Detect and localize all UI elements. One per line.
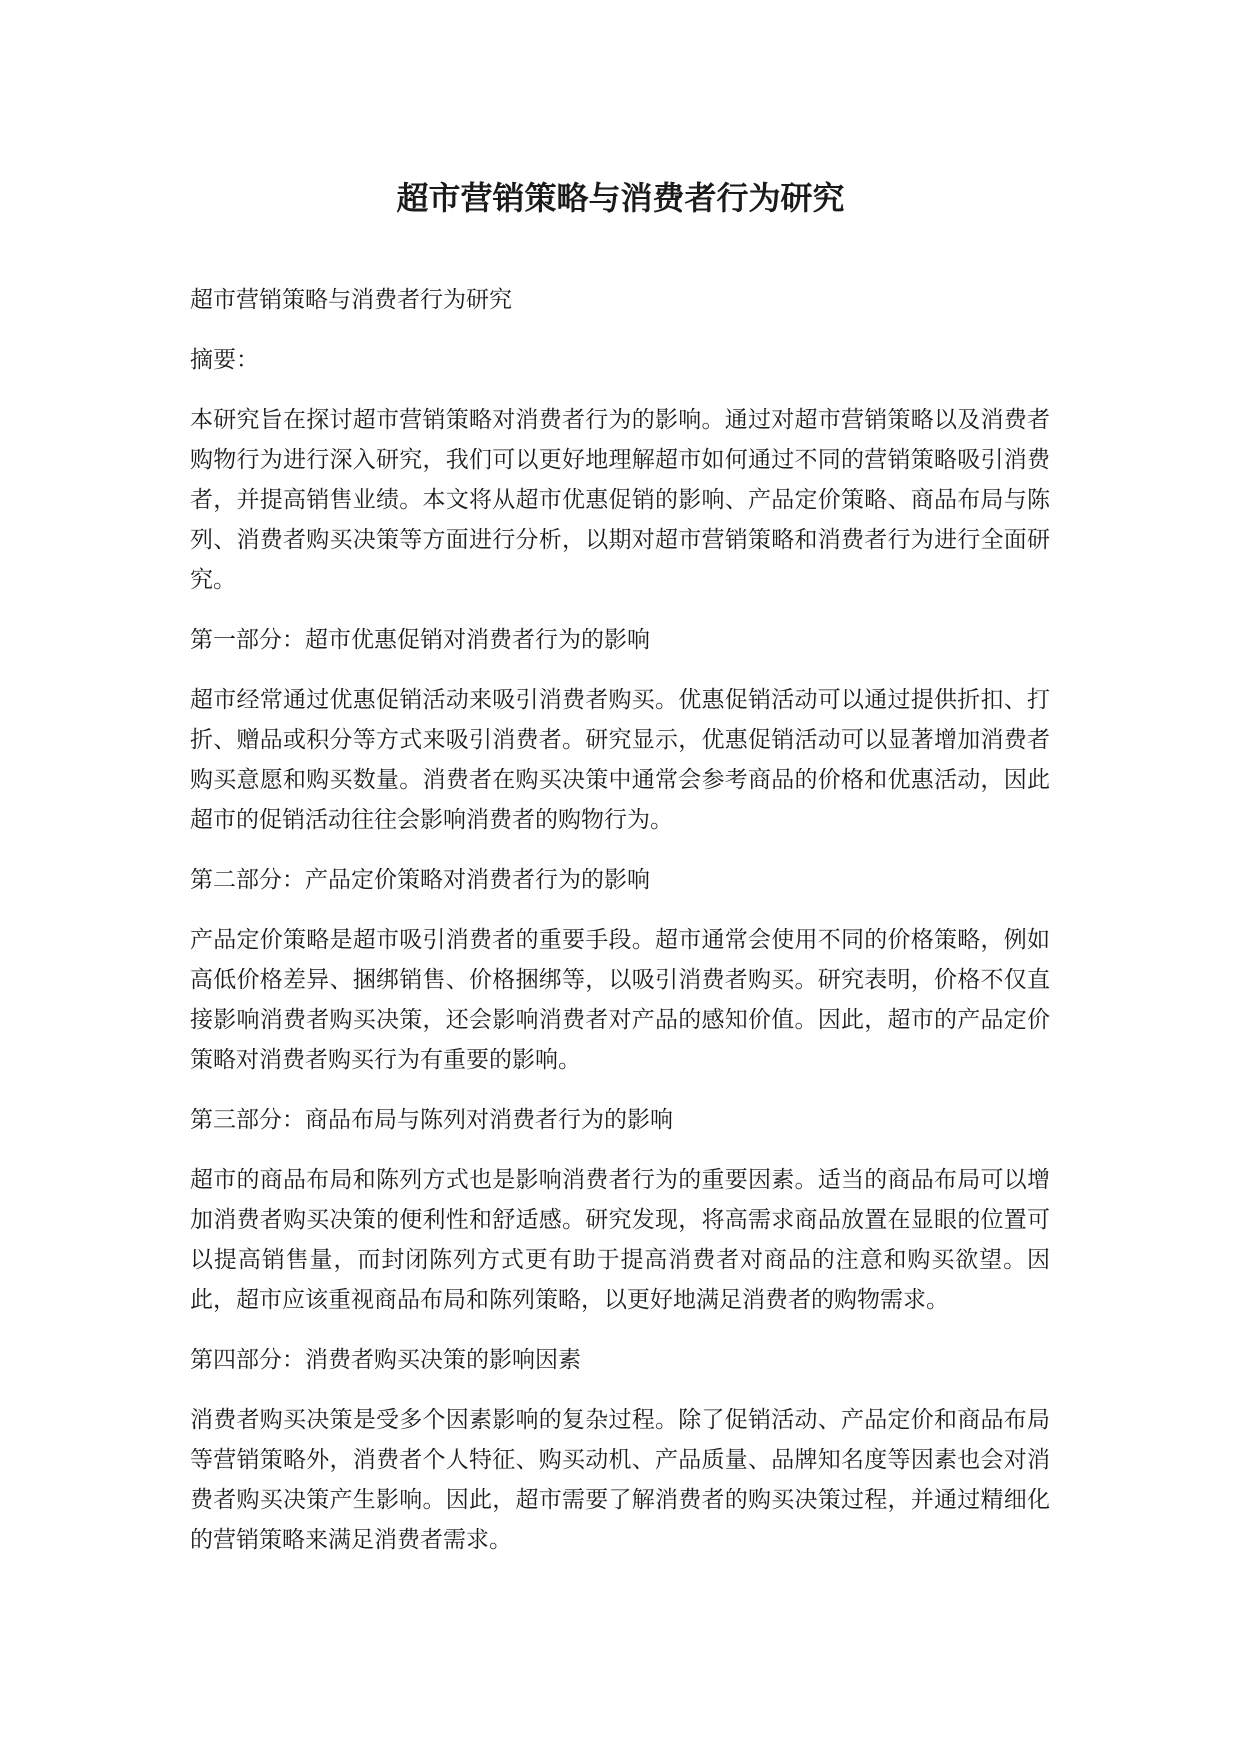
document-body — [190, 280, 1050, 1580]
abstract-label: 摘要： — [190, 347, 259, 373]
section-paragraph-2: 产品定价策略是超市吸引消费者的重要手段。超市通常会使用不同的价格策略，例如高低价格差异、捆绑销售、价格捆绑等，以吸引消费者购买。研究表明，价格不仅直接影响消费者购买决策，还会影响消费者对产品的感知价值。因此，超市的产品定价策略对消费者购买行为有重要的影响。 — [190, 927, 1050, 1073]
section-paragraph-4: 消费者购买决策是受多个因素影响的复杂过程。除了促销活动、产品定价和商品布局等营销策略外，消费者个人特征、购买动机、产品质量、品牌知名度等因素也会对消费者购买决策产生影响。因此，超市需要了解消费者的购买决策过程，并通过精细化的营销策略来满足消费者需求。 — [190, 1407, 1050, 1553]
section-heading-1: 第一部分：超市优惠促销对消费者行为的影响 — [190, 627, 650, 653]
section-heading-4: 第四部分：消费者购买决策的影响因素 — [190, 1347, 581, 1373]
section-paragraph-1: 超市经常通过优惠促销活动来吸引消费者购买。优惠促销活动可以通过提供折扣、打折、赠品或积分等方式来吸引消费者。研究显示，优惠促销活动可以显著增加消费者购买意愿和购买数量。消费者在购买决策中通常会参考商品的价格和优惠活动，因此超市的促销活动往往会影响消费者的购物行为。 — [190, 687, 1050, 833]
abstract-paragraph: 本研究旨在探讨超市营销策略对消费者行为的影响。通过对超市营销策略以及消费者购物行为进行深入研究，我们可以更好地理解超市如何通过不同的营销策略吸引消费者，并提高销售业绩。本文将从超市优惠促销的影响、产品定价策略、商品布局与陈列、消费者购买决策等方面进行分析，以期对超市营销策略和消费者行为进行全面研究。 — [190, 407, 1050, 593]
section-heading-3: 第三部分：商品布局与陈列对消费者行为的影响 — [190, 1107, 673, 1133]
document-title: 超市营销策略与消费者行为研究 — [396, 179, 845, 217]
section-heading-2: 第二部分：产品定价策略对消费者行为的影响 — [190, 867, 650, 893]
subtitle-line: 超市营销策略与消费者行为研究 — [190, 287, 512, 313]
section-paragraph-3: 超市的商品布局和陈列方式也是影响消费者行为的重要因素。适当的商品布局可以增加消费者购买决策的便利性和舒适感。研究发现，将高需求商品放置在显眼的位置可以提高销售量，而封闭陈列方式更有助于提高消费者对商品的注意和购买欲望。因此，超市应该重视商品布局和陈列策略，以更好地满足消费者的购物需求。 — [190, 1167, 1050, 1313]
